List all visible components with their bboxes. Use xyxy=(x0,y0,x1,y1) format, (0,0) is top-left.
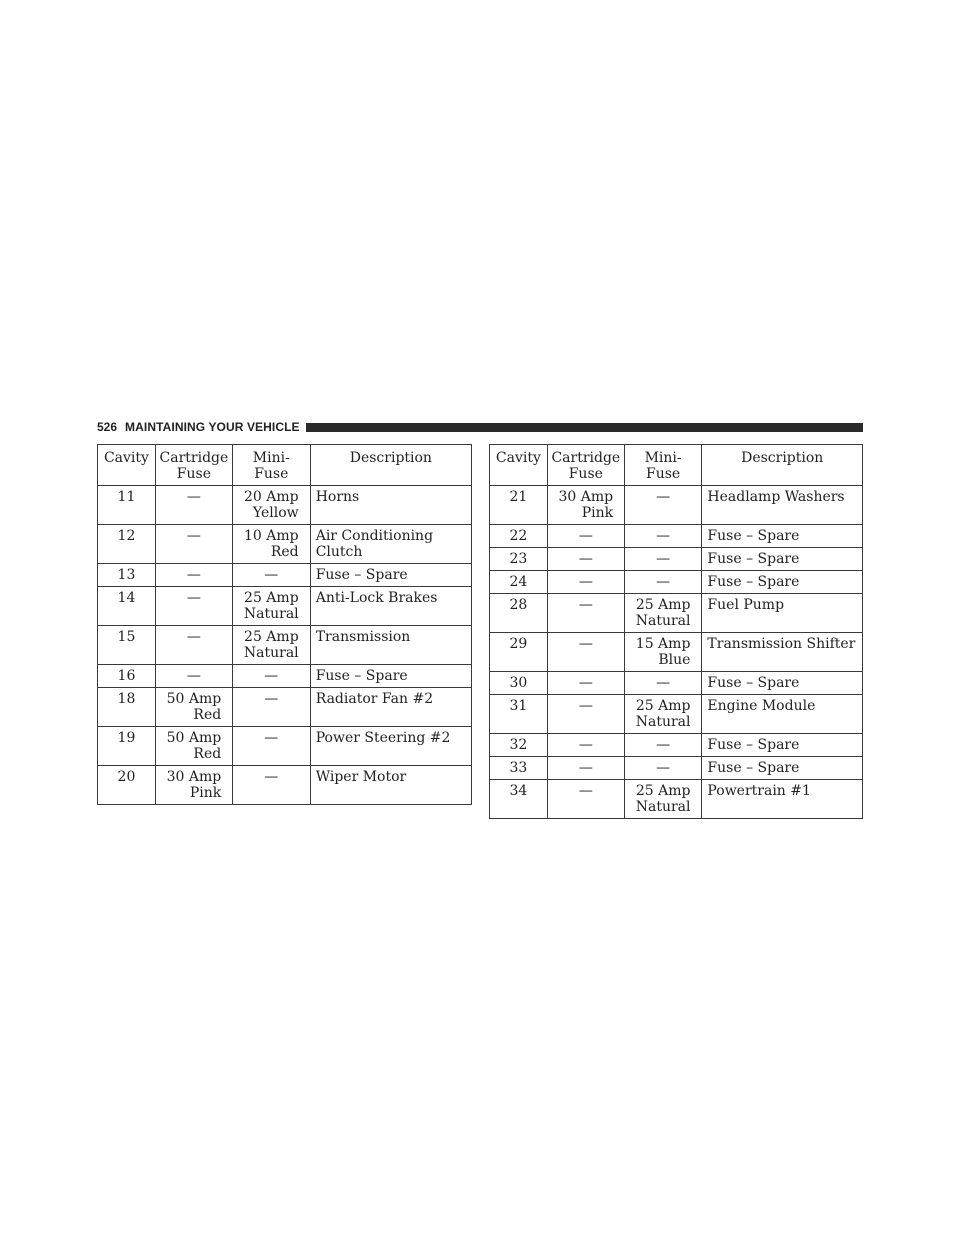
mini-fuse-cell xyxy=(232,486,310,525)
description-line: Power Steering #2 xyxy=(315,730,451,746)
cartridge-fuse-cell xyxy=(547,757,624,780)
description-cell xyxy=(310,486,471,525)
mini-fuse-cell xyxy=(624,757,702,780)
cavity-value: 16 xyxy=(117,668,136,684)
cartridge-fuse-cell xyxy=(547,594,624,633)
cartridge-fuse-line: — xyxy=(578,551,593,567)
cavity-cell xyxy=(490,633,548,672)
cartridge-fuse-header-line: Cartridge xyxy=(159,450,229,466)
cartridge-fuse-header-line: Cartridge xyxy=(551,450,621,466)
mini-fuse-line: — xyxy=(656,551,671,567)
description-line: Fuse – Spare xyxy=(707,551,800,567)
description-header xyxy=(310,445,471,486)
cavity-value: 34 xyxy=(509,783,528,799)
mini-fuse-cell xyxy=(232,564,310,587)
cavity-value: 24 xyxy=(509,574,528,590)
cavity-cell xyxy=(490,695,548,734)
cartridge-fuse-cell xyxy=(547,486,624,525)
cartridge-fuse-line: — xyxy=(578,574,593,590)
description-line: Fuse – Spare xyxy=(707,675,800,691)
cartridge-fuse-line: 30 Amp xyxy=(166,769,222,785)
cavity-cell xyxy=(490,594,548,633)
description-header-line: Description xyxy=(741,450,824,466)
mini-fuse-line: 25 Amp xyxy=(635,597,691,613)
cavity-value: 18 xyxy=(117,691,136,707)
mini-fuse-cell xyxy=(624,486,702,525)
mini-fuse-cell xyxy=(624,695,702,734)
cartridge-fuse-cell xyxy=(547,672,624,695)
table-row xyxy=(490,571,863,594)
cartridge-fuse-cell xyxy=(155,727,232,766)
cavity-header-line: Cavity xyxy=(103,450,149,466)
mini-fuse-line: — xyxy=(656,760,671,776)
cavity-cell xyxy=(490,571,548,594)
mini-fuse-cell xyxy=(232,688,310,727)
mini-fuse-cell xyxy=(232,766,310,805)
mini-fuse-header xyxy=(624,445,702,486)
mini-fuse-cell xyxy=(624,633,702,672)
description-cell xyxy=(702,571,863,594)
mini-fuse-line: 10 Amp xyxy=(243,528,299,544)
cartridge-fuse-cell xyxy=(547,695,624,734)
mini-fuse-cell xyxy=(624,594,702,633)
description-cell xyxy=(310,665,471,688)
cavity-cell xyxy=(98,766,156,805)
mini-fuse-line: Red xyxy=(270,544,299,560)
mini-fuse-line: 25 Amp xyxy=(244,590,299,606)
cartridge-fuse-cell xyxy=(547,571,624,594)
cavity-value: 33 xyxy=(509,760,528,776)
table-row xyxy=(490,780,863,819)
cartridge-fuse-line: — xyxy=(186,567,201,583)
cavity-value: 19 xyxy=(117,730,136,746)
description-line: Engine Module xyxy=(707,698,816,714)
table-row xyxy=(98,766,472,805)
description-line: Transmission Shifter xyxy=(707,636,856,652)
cavity-cell xyxy=(98,486,156,525)
description-cell xyxy=(310,587,471,626)
cartridge-fuse-cell xyxy=(547,548,624,571)
cavity-value: 21 xyxy=(509,489,528,505)
description-line: Clutch xyxy=(315,544,363,560)
mini-fuse-line: Natural xyxy=(243,606,299,622)
description-cell xyxy=(702,734,863,757)
description-line: Fuse – Spare xyxy=(315,567,408,583)
cartridge-fuse-line: 50 Amp xyxy=(166,691,222,707)
table-row xyxy=(490,757,863,780)
mini-fuse-line: Natural xyxy=(243,645,299,661)
section-title: MAINTAINING YOUR VEHICLE xyxy=(125,420,300,434)
cartridge-fuse-line: Pink xyxy=(189,785,222,801)
description-line: Powertrain #1 xyxy=(707,783,811,799)
cartridge-fuse-line: Red xyxy=(193,746,222,762)
description-cell xyxy=(702,757,863,780)
mini-fuse-line: Natural xyxy=(635,714,691,730)
mini-fuse-header-line: Mini- xyxy=(644,450,682,466)
table-row xyxy=(98,688,472,727)
cavity-cell xyxy=(98,587,156,626)
description-cell xyxy=(702,695,863,734)
mini-fuse-cell xyxy=(624,734,702,757)
description-cell xyxy=(310,727,471,766)
description-line: Radiator Fan #2 xyxy=(315,691,434,707)
cavity-header xyxy=(490,445,548,486)
cartridge-fuse-cell xyxy=(547,633,624,672)
cavity-cell xyxy=(98,564,156,587)
table-row xyxy=(490,525,863,548)
mini-fuse-line: Yellow xyxy=(252,505,299,521)
table-row xyxy=(490,594,863,633)
table-row xyxy=(490,486,863,525)
cavity-value: 14 xyxy=(117,590,136,606)
cavity-value: 12 xyxy=(117,528,136,544)
mini-fuse-cell xyxy=(624,672,702,695)
table-row xyxy=(98,486,472,525)
cartridge-fuse-header xyxy=(547,445,624,486)
page-number: 526 xyxy=(97,420,118,434)
description-cell xyxy=(702,525,863,548)
cavity-cell xyxy=(490,757,548,780)
cavity-cell xyxy=(98,688,156,727)
mini-fuse-line: 25 Amp xyxy=(635,783,691,799)
mini-fuse-line: — xyxy=(656,528,671,544)
fuse-table-left xyxy=(97,444,472,805)
fuse-table-right xyxy=(489,444,863,819)
cartridge-fuse-line: — xyxy=(578,675,593,691)
cartridge-fuse-cell xyxy=(547,780,624,819)
mini-fuse-line: — xyxy=(264,567,279,583)
table-row xyxy=(98,564,472,587)
cavity-cell xyxy=(98,665,156,688)
description-line: Wiper Motor xyxy=(315,769,407,785)
description-line: Air Conditioning xyxy=(315,528,434,544)
description-cell xyxy=(702,548,863,571)
cartridge-fuse-cell xyxy=(155,564,232,587)
description-line: Fuel Pump xyxy=(707,597,785,613)
cavity-value: 28 xyxy=(509,597,528,613)
mini-fuse-header-line: Fuse xyxy=(254,466,289,482)
cavity-cell xyxy=(490,734,548,757)
cartridge-fuse-header-line: Fuse xyxy=(176,466,211,482)
mini-fuse-line: — xyxy=(656,737,671,753)
description-line: Fuse – Spare xyxy=(707,574,800,590)
cartridge-fuse-cell xyxy=(155,587,232,626)
table-row xyxy=(490,633,863,672)
cavity-cell xyxy=(490,548,548,571)
cartridge-fuse-cell xyxy=(155,688,232,727)
cavity-value: 32 xyxy=(509,737,528,753)
cartridge-fuse-line: — xyxy=(578,760,593,776)
cavity-value: 11 xyxy=(117,489,136,505)
cavity-value: 23 xyxy=(509,551,528,567)
cavity-header xyxy=(98,445,156,486)
table-row xyxy=(490,734,863,757)
cartridge-fuse-header xyxy=(155,445,232,486)
cartridge-fuse-line: — xyxy=(578,783,593,799)
mini-fuse-line: — xyxy=(656,675,671,691)
mini-fuse-cell xyxy=(624,548,702,571)
mini-fuse-cell xyxy=(232,665,310,688)
mini-fuse-line: — xyxy=(656,574,671,590)
description-line: Fuse – Spare xyxy=(707,760,800,776)
mini-fuse-line: 25 Amp xyxy=(635,698,691,714)
description-cell xyxy=(310,626,471,665)
mini-fuse-header-line: Mini- xyxy=(252,450,290,466)
cartridge-fuse-line: — xyxy=(578,636,593,652)
table-row xyxy=(98,727,472,766)
description-line: Fuse – Spare xyxy=(707,528,800,544)
cavity-cell xyxy=(490,780,548,819)
cartridge-fuse-line: — xyxy=(186,528,201,544)
mini-fuse-header xyxy=(232,445,310,486)
description-cell xyxy=(310,564,471,587)
description-cell xyxy=(702,486,863,525)
cartridge-fuse-line: — xyxy=(186,489,201,505)
cavity-value: 30 xyxy=(509,675,528,691)
cavity-value: 31 xyxy=(509,698,528,714)
cartridge-fuse-line: — xyxy=(578,698,593,714)
mini-fuse-line: Natural xyxy=(635,799,691,815)
table-row xyxy=(98,525,472,564)
cavity-header-line: Cavity xyxy=(495,450,541,466)
mini-fuse-cell xyxy=(624,525,702,548)
table-row xyxy=(490,695,863,734)
cartridge-fuse-header-line: Fuse xyxy=(568,466,603,482)
cartridge-fuse-line: — xyxy=(186,629,201,645)
cartridge-fuse-line: Pink xyxy=(581,505,614,521)
cartridge-fuse-line: — xyxy=(578,737,593,753)
cartridge-fuse-cell xyxy=(547,734,624,757)
cavity-cell xyxy=(98,626,156,665)
cavity-value: 22 xyxy=(509,528,528,544)
cartridge-fuse-cell xyxy=(155,486,232,525)
mini-fuse-line: Blue xyxy=(658,652,691,668)
mini-fuse-line: 15 Amp xyxy=(635,636,691,652)
description-line: Fuse – Spare xyxy=(707,737,800,753)
description-header xyxy=(702,445,863,486)
cavity-cell xyxy=(98,727,156,766)
cartridge-fuse-line: — xyxy=(186,668,201,684)
cavity-value: 20 xyxy=(117,769,136,785)
mini-fuse-cell xyxy=(232,626,310,665)
cartridge-fuse-cell xyxy=(155,766,232,805)
cartridge-fuse-cell xyxy=(155,525,232,564)
table-row xyxy=(98,665,472,688)
cartridge-fuse-line: — xyxy=(578,528,593,544)
cartridge-fuse-line: 50 Amp xyxy=(166,730,222,746)
description-cell xyxy=(702,672,863,695)
description-cell xyxy=(310,766,471,805)
cavity-value: 29 xyxy=(509,636,528,652)
description-line: Fuse – Spare xyxy=(315,668,408,684)
header-rule xyxy=(306,423,863,432)
table-row xyxy=(490,672,863,695)
description-header-line: Description xyxy=(349,450,432,466)
mini-fuse-line: — xyxy=(264,668,279,684)
cavity-cell xyxy=(98,525,156,564)
cartridge-fuse-line: — xyxy=(186,590,201,606)
cartridge-fuse-line: Red xyxy=(193,707,222,723)
mini-fuse-cell xyxy=(624,571,702,594)
mini-fuse-cell xyxy=(232,587,310,626)
description-cell xyxy=(702,594,863,633)
cartridge-fuse-cell xyxy=(155,665,232,688)
cavity-value: 15 xyxy=(117,629,136,645)
mini-fuse-line: 25 Amp xyxy=(244,629,299,645)
mini-fuse-line: Natural xyxy=(635,613,691,629)
mini-fuse-line: — xyxy=(264,730,279,746)
mini-fuse-line: 20 Amp xyxy=(243,489,299,505)
table-header-row xyxy=(98,445,472,486)
description-line: Anti-Lock Brakes xyxy=(315,590,438,606)
mini-fuse-line: — xyxy=(656,489,671,505)
description-line: Transmission xyxy=(315,629,411,645)
description-cell xyxy=(702,633,863,672)
cartridge-fuse-cell xyxy=(547,525,624,548)
cartridge-fuse-line: — xyxy=(578,597,593,613)
cavity-cell xyxy=(490,672,548,695)
description-cell xyxy=(310,688,471,727)
mini-fuse-cell xyxy=(232,727,310,766)
description-line: Horns xyxy=(315,489,360,505)
description-cell xyxy=(310,525,471,564)
mini-fuse-cell xyxy=(232,525,310,564)
mini-fuse-line: — xyxy=(264,769,279,785)
table-header-row xyxy=(490,445,863,486)
mini-fuse-header-line: Fuse xyxy=(646,466,681,482)
table-row xyxy=(98,626,472,665)
mini-fuse-line: — xyxy=(264,691,279,707)
description-line: Headlamp Washers xyxy=(707,489,845,505)
cavity-cell xyxy=(490,486,548,525)
table-row xyxy=(490,548,863,571)
mini-fuse-cell xyxy=(624,780,702,819)
cavity-cell xyxy=(490,525,548,548)
cartridge-fuse-cell xyxy=(155,626,232,665)
description-cell xyxy=(702,780,863,819)
cartridge-fuse-line: 30 Amp xyxy=(558,489,614,505)
cavity-value: 13 xyxy=(117,567,136,583)
page-header xyxy=(97,417,863,437)
table-row xyxy=(98,587,472,626)
